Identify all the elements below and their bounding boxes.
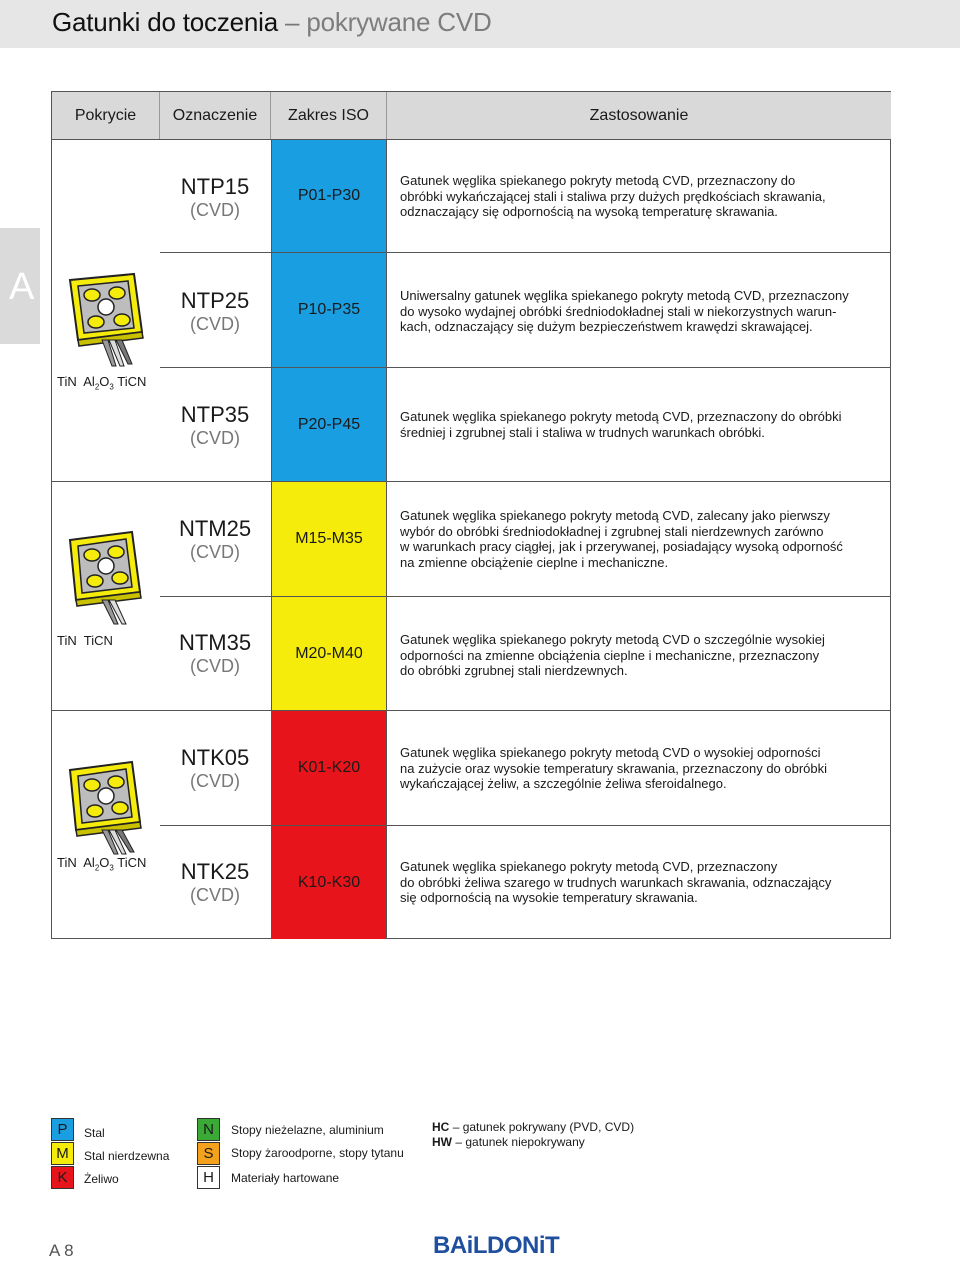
description-line: Gatunek węglika spiekanego pokryty metodą CVD, przeznaczony do [400, 173, 796, 188]
grade-description [400, 288, 880, 335]
coating-layer: Al [83, 855, 95, 870]
legend-abbr-hc [432, 1120, 634, 1134]
description-line: Gatunek węglika spiekanego pokryty metodą CVD o szczególnie wysokiej [400, 632, 825, 647]
iso-range: M20-M40 [295, 644, 363, 662]
grade-name-cell [160, 175, 270, 221]
coating-layer: O [99, 855, 110, 870]
legend-label: Żeliwo [84, 1172, 119, 1186]
legend-letter: K [57, 1169, 68, 1186]
description-line: do obróbki żeliwa szarego w trudnych warunkach skrawania, odznaczający [400, 874, 832, 890]
header-designation: Oznaczenie [160, 92, 271, 139]
grade-name-cell [160, 517, 270, 563]
legend-swatch-h [197, 1166, 220, 1189]
iso-cell [271, 826, 387, 939]
subscript: 3 [109, 382, 114, 392]
divider [52, 710, 890, 711]
grade-description [400, 632, 880, 679]
coating-layer: TiCN [83, 633, 113, 648]
legend-label: – gatunek niepokrywany [455, 1135, 585, 1149]
description-line: odporności na zmienne obciążenia cieplne i mechaniczne, przeznaczony [400, 647, 820, 663]
legend-letter: P [57, 1121, 68, 1138]
grade-name: NTP25 [180, 288, 250, 313]
description-line: Uniwersalny gatunek węglika spiekanego pokryty metodą CVD, przeznaczony [400, 288, 849, 303]
legend-label: Stopy żaroodporne, stopy tytanu [231, 1146, 404, 1160]
iso-cell [271, 253, 387, 367]
title-main: Gatunki do toczenia [52, 7, 279, 37]
description-line: na zmienne obciążenie cieplne i mechaniczne. [400, 554, 669, 570]
grade-description [400, 173, 880, 220]
insert-illustration-k [64, 756, 150, 856]
legend-swatch-m [51, 1142, 74, 1165]
page-number: A 8 [49, 1241, 74, 1260]
iso-range: K01-K20 [297, 759, 361, 776]
title-dash: – [285, 7, 300, 37]
description-line: odznaczający się odpornością na wysoką temperaturę skrawania. [400, 204, 778, 219]
legend-letter: H [203, 1169, 214, 1186]
description-line: wykańczającej żeliw, a szczególnie żeliwa sferoidalnego. [400, 776, 727, 791]
grade-method: (CVD) [190, 314, 240, 334]
divider [52, 481, 890, 482]
iso-range: P10-P35 [297, 301, 361, 318]
grade-method: (CVD) [190, 428, 240, 448]
description-line: Gatunek węglika spiekanego pokryty metodą CVD, przeznaczony do obróbki [400, 409, 842, 424]
divider [52, 139, 890, 140]
iso-cell [271, 597, 387, 710]
description-line: do obróbki zgrubnej stali nierdzewnych. [400, 663, 628, 678]
grade-name-cell [160, 403, 270, 449]
divider [160, 825, 890, 826]
header-application: Zastosowanie [387, 92, 891, 139]
grade-name: NTM25 [178, 516, 252, 541]
grade-name: NTP35 [180, 402, 250, 427]
divider [160, 596, 890, 597]
legend-abbr: HC [432, 1120, 450, 1134]
insert-illustration-p [62, 270, 152, 370]
grade-method: (CVD) [190, 656, 240, 676]
grade-method: (CVD) [190, 771, 240, 791]
description-line: wybór do obróbki średniodokładnej i zgrubnej stali nierdzewnych zarówno [400, 523, 824, 539]
description-line: kach, odznaczający się dużym bezpieczeństwem krawędzi skrawającej. [400, 319, 813, 334]
grade-name: NTM35 [178, 630, 252, 655]
header-coating: Pokrycie [52, 92, 160, 139]
legend-letter: M [56, 1145, 69, 1162]
grade-description [400, 859, 880, 906]
iso-range: P20-P45 [297, 415, 361, 433]
grade-description [400, 409, 880, 440]
coating-layer: TiN [57, 374, 77, 389]
coating-layer: TiN [57, 855, 77, 870]
legend-swatch-k [51, 1166, 74, 1189]
description-line: obróbki wykańczającej stali i staliwa przy dużych prędkościach skrawania, [400, 188, 826, 204]
iso-range: P01-P30 [297, 187, 361, 204]
coating-layers [57, 633, 113, 648]
iso-cell [271, 711, 387, 825]
legend-label: Materiały hartowane [231, 1171, 340, 1185]
section-tab-letter: A [9, 266, 35, 308]
subscript: 2 [94, 863, 100, 873]
legend-abbr: HW [432, 1135, 452, 1149]
brand-logo: BAiLDONiT [433, 1232, 560, 1259]
grade-method: (CVD) [190, 542, 240, 562]
coating-layer: O [99, 374, 110, 389]
header-iso-range: Zakres ISO [271, 92, 387, 139]
divider [160, 252, 890, 253]
legend-label: Stal [84, 1126, 105, 1140]
coating-layer: TiCN [117, 374, 147, 389]
legend-letter: S [203, 1145, 214, 1162]
legend-swatch-n [197, 1118, 220, 1141]
grade-name: NTK25 [180, 859, 250, 884]
grade-method: (CVD) [190, 200, 240, 220]
grade-name-cell [160, 746, 270, 792]
grade-name: NTP15 [180, 174, 250, 199]
grade-name-cell [160, 289, 270, 335]
divider [160, 367, 890, 368]
grade-method: (CVD) [190, 885, 240, 905]
description-line: Gatunek węglika spiekanego pokryty metodą CVD, przeznaczony [400, 859, 778, 874]
coating-layers [57, 855, 146, 873]
title-sub: pokrywane CVD [306, 7, 492, 37]
coating-layer: Al [83, 374, 95, 389]
legend-label: Stopy nieżelazne, aluminium [231, 1123, 384, 1137]
grades-table [51, 91, 891, 939]
description-line: średniej i zgrubnej stali i staliwa w trudnych warunkach obróbki. [400, 424, 765, 440]
iso-cell [271, 482, 387, 596]
legend-abbr-hw [432, 1135, 585, 1149]
iso-cell [271, 368, 387, 481]
description-line: na zużycie oraz wysokie temperatury skrawania, przeznaczony do obróbki [400, 760, 828, 776]
grade-description [400, 508, 880, 570]
coating-layers [57, 374, 146, 392]
iso-range: K10-K30 [297, 873, 361, 891]
coating-layer: TiCN [117, 855, 147, 870]
coating-layer: TiN [57, 633, 77, 648]
page-title [52, 7, 492, 38]
description-line: Gatunek węglika spiekanego pokryty metodą CVD, zalecany jako pierwszy [400, 508, 830, 523]
iso-range: M15-M35 [295, 530, 363, 547]
subscript: 3 [109, 863, 114, 873]
title-bar [0, 0, 960, 48]
description-line: do wysoko wydajnej obróbki średniodokładnej stali w niekorzystnych warun- [400, 303, 837, 319]
insert-illustration-m [64, 526, 150, 626]
legend-label: Stal nierdzewna [84, 1149, 170, 1163]
description-line: w warunkach pracy ciągłej, jak i przerywanej, posiadający wysoką odporność [400, 539, 843, 554]
legend-swatch-p [51, 1118, 74, 1141]
section-tab [0, 228, 40, 344]
subscript: 2 [94, 382, 100, 392]
iso-cell [271, 140, 387, 252]
legend-letter: N [203, 1121, 214, 1138]
grade-description [400, 745, 880, 792]
grade-name-cell [160, 860, 270, 906]
grade-name: NTK05 [180, 745, 250, 770]
grade-name-cell [160, 631, 270, 677]
description-line: się odpornością na wysokie temperatury skrawania. [400, 890, 698, 905]
description-line: Gatunek węglika spiekanego pokryty metodą CVD o wysokiej odporności [400, 745, 821, 760]
legend-swatch-s [197, 1142, 220, 1165]
legend-label: – gatunek pokrywany (PVD, CVD) [452, 1120, 635, 1134]
